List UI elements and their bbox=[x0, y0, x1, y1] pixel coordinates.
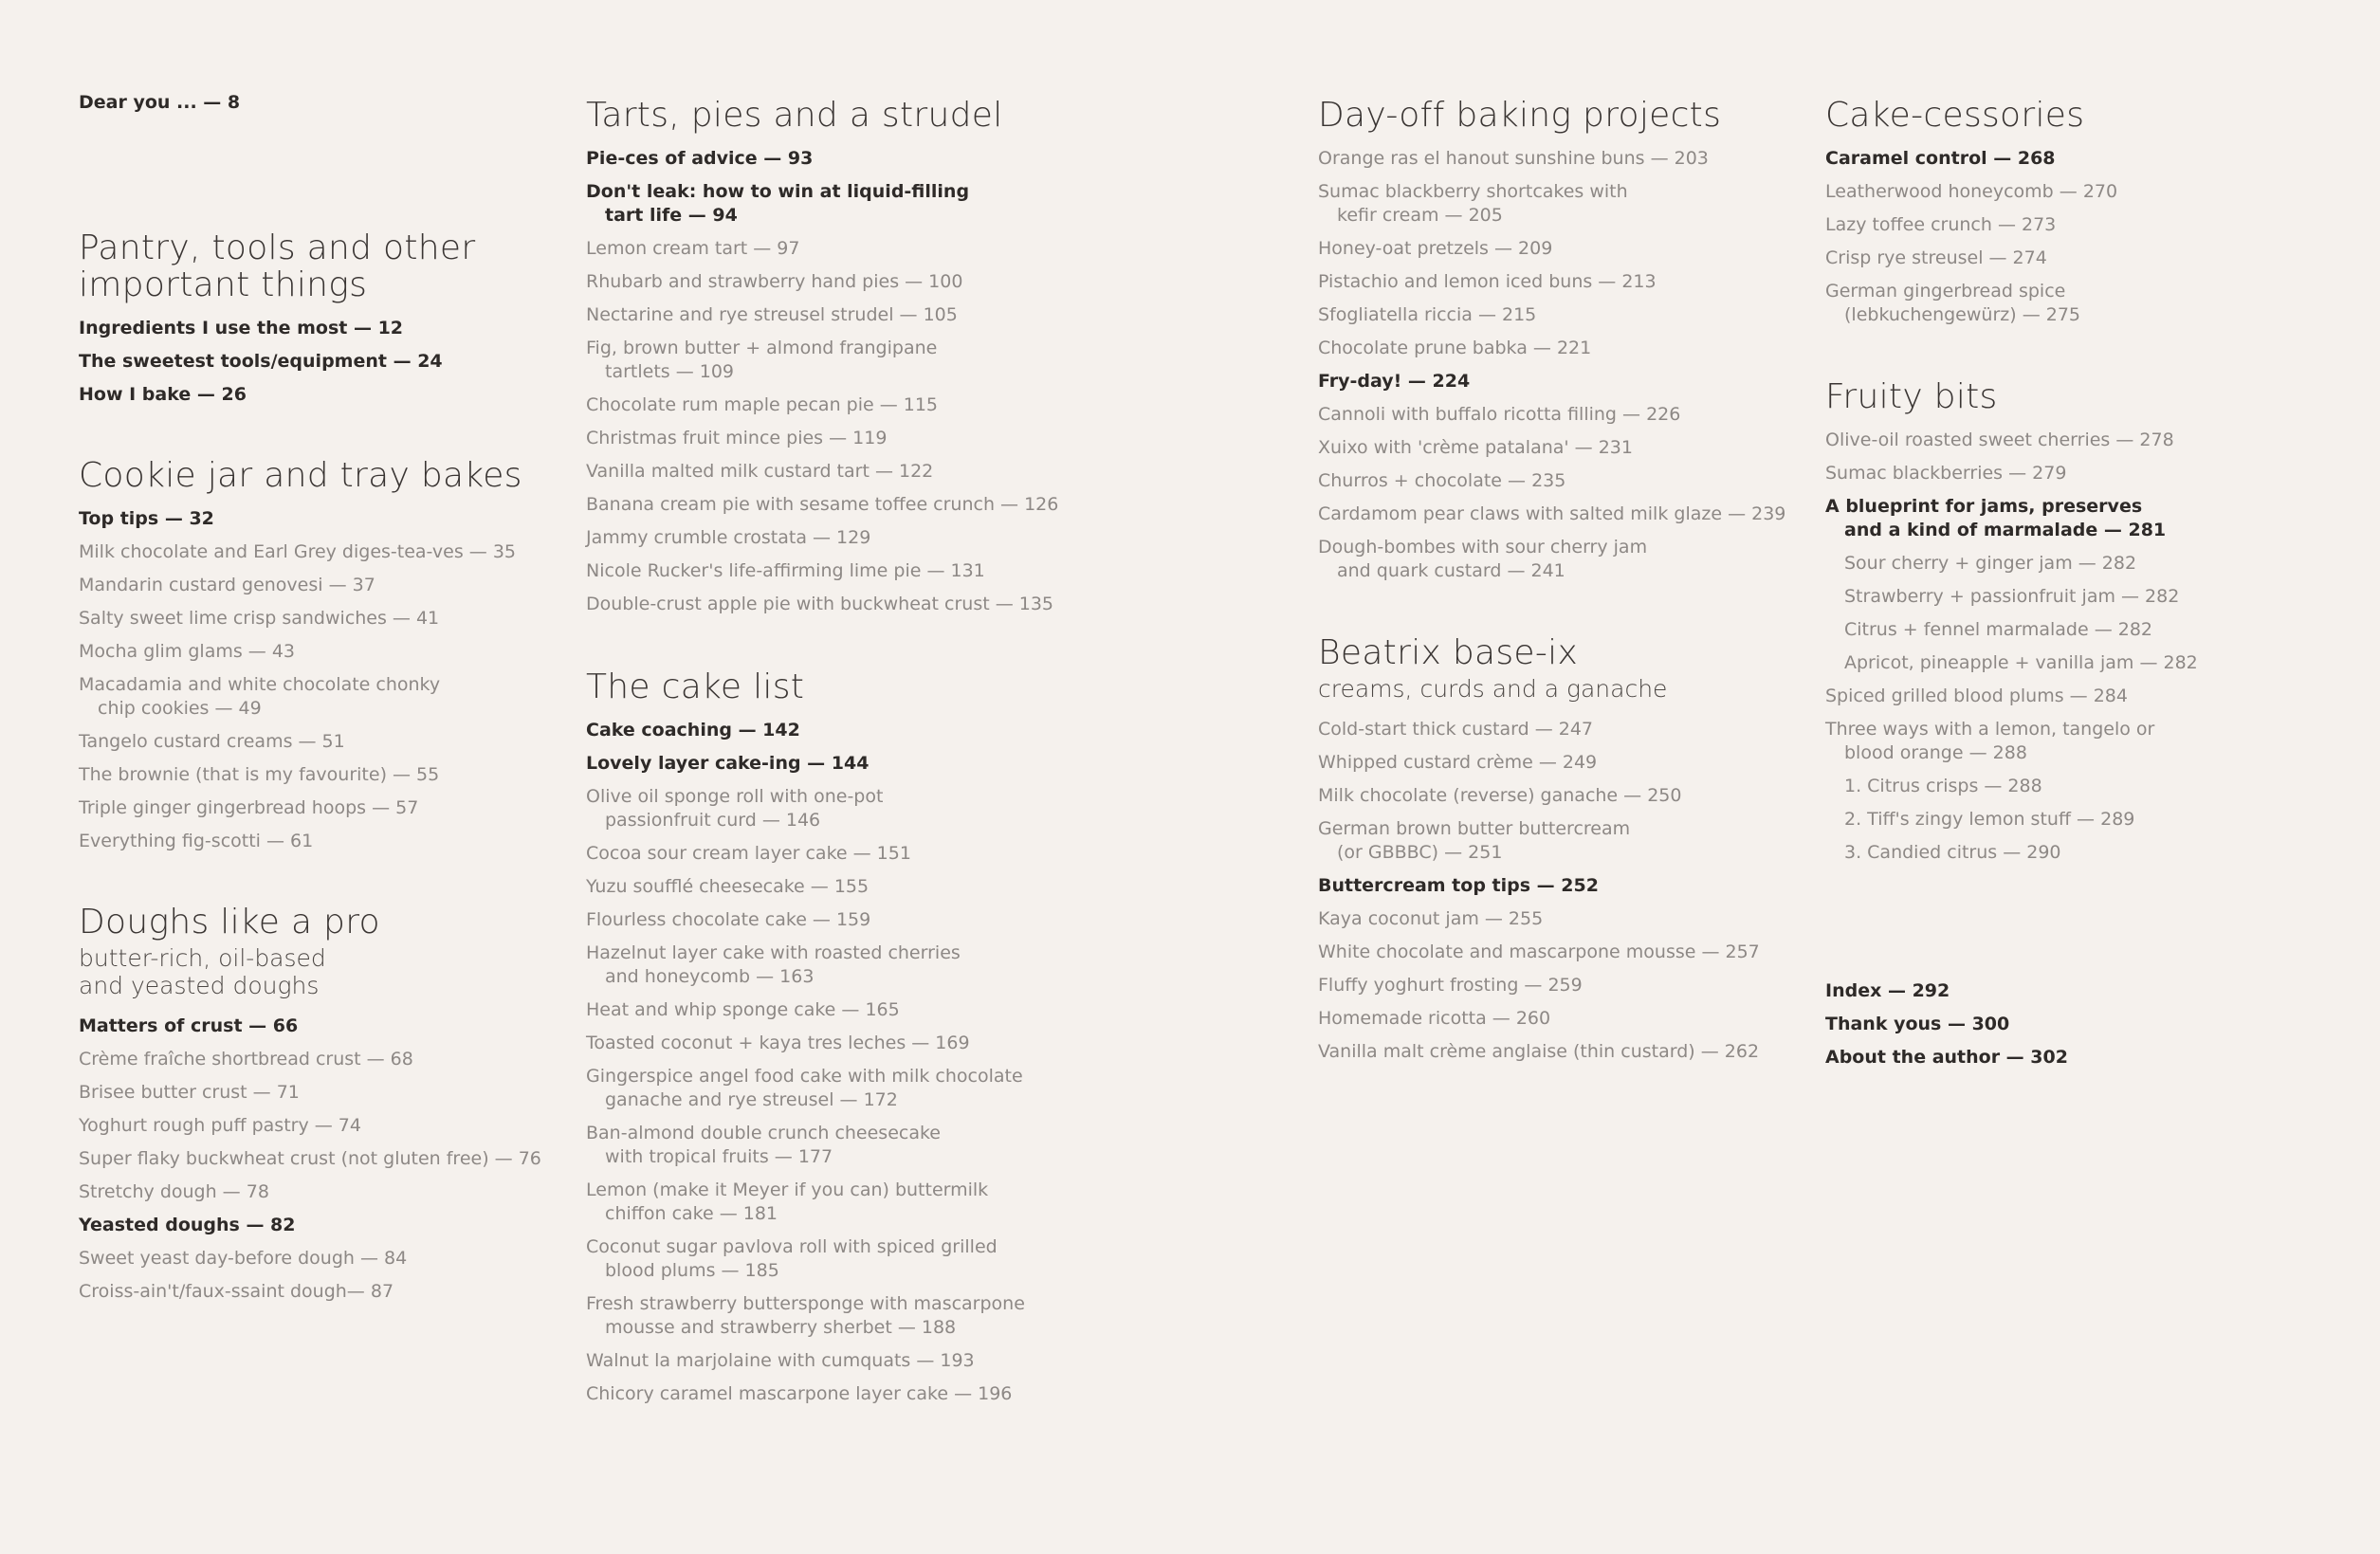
toc-entry[interactable] bbox=[1825, 180, 2117, 204]
section-title bbox=[1825, 97, 2117, 134]
toc-section bbox=[1318, 634, 1760, 1073]
toc-entry-text: Kaya coconut jam — 255 bbox=[1318, 908, 1544, 929]
toc-entry[interactable] bbox=[1318, 303, 1785, 327]
toc-entry[interactable] bbox=[79, 830, 522, 853]
toc-entry-text: Sumac blackberry shortcakes with bbox=[1318, 181, 1628, 202]
toc-entry-text: Honey-oat pretzels — 209 bbox=[1318, 238, 1553, 259]
toc-entry[interactable] bbox=[79, 1114, 541, 1138]
toc-entry-text: Churros + chocolate — 235 bbox=[1318, 470, 1566, 491]
toc-entry[interactable] bbox=[1825, 147, 2117, 171]
toc-entry[interactable] bbox=[1318, 907, 1760, 931]
toc-entry[interactable] bbox=[1825, 651, 2198, 675]
section-title-line: The cake list bbox=[586, 667, 805, 706]
toc-entry-text: Lemon cream tart — 97 bbox=[586, 238, 800, 259]
toc-section bbox=[79, 457, 522, 863]
toc-entry[interactable] bbox=[1825, 213, 2117, 237]
toc-entry-text: Cocoa sour cream layer cake — 151 bbox=[586, 843, 911, 864]
toc-entry-text: Yeasted doughs — 82 bbox=[79, 1215, 296, 1235]
toc-entry-text: Sweet yeast day-before dough — 84 bbox=[79, 1248, 408, 1269]
toc-entry[interactable] bbox=[79, 796, 522, 820]
toc-entry-text: Fluffy yoghurt frosting — 259 bbox=[1318, 975, 1583, 996]
toc-entry-text: Nectarine and rye streusel strudel — 105 bbox=[586, 304, 958, 325]
toc-entry-text: Spiced grilled blood plums — 284 bbox=[1825, 686, 2128, 706]
toc-entry-text: Fresh strawberry buttersponge with mascarpone bbox=[586, 1293, 1025, 1314]
toc-entry-text: How I bake — 26 bbox=[79, 384, 247, 405]
toc-entry-text: Vanilla malt crème anglaise (thin custard) — 262 bbox=[1318, 1041, 1760, 1062]
toc-entry[interactable] bbox=[79, 1147, 541, 1171]
toc-entry-text: Chocolate prune babka — 221 bbox=[1318, 338, 1592, 358]
section-subtitle bbox=[79, 944, 541, 999]
toc-entry-continuation: tart life — 94 bbox=[605, 205, 738, 226]
toc-entry[interactable] bbox=[586, 719, 1025, 742]
toc-entry[interactable] bbox=[79, 1280, 541, 1304]
toc-entry-continuation: with tropical fruits — 177 bbox=[605, 1146, 833, 1167]
toc-entry-text: Orange ras el hanout sunshine buns — 203 bbox=[1318, 148, 1709, 169]
section-title bbox=[586, 668, 1025, 705]
toc-section bbox=[586, 668, 1025, 1416]
toc-entry[interactable] bbox=[1825, 552, 2198, 576]
toc-entry-text: Coconut sugar pavlova roll with spiced grilled bbox=[586, 1236, 998, 1257]
toc-entry-text: Index — 292 bbox=[1825, 980, 1950, 1001]
toc-entry[interactable] bbox=[1825, 718, 2198, 765]
toc-entry[interactable] bbox=[1318, 270, 1785, 294]
toc-entry-text: Nicole Rucker's life-affirming lime pie — 131 bbox=[586, 560, 985, 581]
section-title-line: important things bbox=[79, 265, 368, 304]
toc-entry-text: Apricot, pineapple + vanilla jam — 282 bbox=[1844, 652, 2198, 673]
toc-entry-text: Rhubarb and strawberry hand pies — 100 bbox=[586, 271, 963, 292]
toc-entry[interactable] bbox=[79, 1247, 541, 1271]
toc-entry[interactable] bbox=[1825, 429, 2198, 452]
toc-entry-text: Fig, brown butter + almond frangipane bbox=[586, 338, 938, 358]
toc-entry[interactable] bbox=[1318, 337, 1785, 360]
toc-entry[interactable] bbox=[586, 337, 1058, 384]
toc-section bbox=[586, 97, 1058, 626]
toc-entry[interactable] bbox=[586, 942, 1025, 989]
section-title-line: Day-off baking projects bbox=[1318, 96, 1722, 135]
toc-entry[interactable] bbox=[79, 1015, 541, 1038]
toc-entry[interactable] bbox=[586, 1032, 1025, 1055]
toc-entry[interactable] bbox=[79, 1048, 541, 1071]
toc-entry[interactable] bbox=[1318, 817, 1760, 865]
section-title bbox=[1318, 97, 1785, 134]
toc-entry-text: Crème fraîche shortbread crust — 68 bbox=[79, 1049, 413, 1070]
toc-entry-text: Cannoli with buffalo ricotta filling — 226 bbox=[1318, 404, 1681, 425]
toc-entry[interactable] bbox=[586, 908, 1025, 932]
toc-entry[interactable] bbox=[1318, 874, 1760, 898]
toc-entry-text: Whipped custard crème — 249 bbox=[1318, 752, 1598, 773]
toc-entry-text: Hazelnut layer cake with roasted cherries bbox=[586, 942, 961, 963]
toc-entry[interactable] bbox=[1825, 1046, 2068, 1070]
section-title-line: Tarts, pies and a strudel bbox=[586, 96, 1003, 135]
toc-entry-text: Pistachio and lemon iced buns — 213 bbox=[1318, 271, 1657, 292]
toc-entry[interactable] bbox=[1318, 469, 1785, 493]
toc-entry[interactable] bbox=[1318, 941, 1760, 964]
toc-section bbox=[79, 91, 240, 124]
toc-entry[interactable] bbox=[79, 1180, 541, 1204]
toc-entry-text: Thank yous — 300 bbox=[1825, 1014, 2010, 1034]
toc-entry[interactable] bbox=[1318, 536, 1785, 583]
toc-entry-continuation: (lebkuchengewürz) — 275 bbox=[1844, 304, 2080, 325]
toc-entry[interactable] bbox=[586, 237, 1058, 261]
toc-section bbox=[1825, 378, 2198, 874]
toc-entry-text: Top tips — 32 bbox=[79, 508, 214, 529]
toc-entry[interactable] bbox=[1825, 585, 2198, 609]
toc-entry-text: Dough-bombes with sour cherry jam bbox=[1318, 537, 1648, 558]
toc-entry[interactable] bbox=[1825, 808, 2198, 832]
toc-entry-text: Tangelo custard creams — 51 bbox=[79, 731, 345, 752]
toc-entry[interactable] bbox=[79, 350, 475, 374]
toc-entry-text: Fry-day! — 224 bbox=[1318, 371, 1471, 392]
toc-entry[interactable] bbox=[586, 998, 1025, 1022]
toc-entry-text: Everything fig-scotti — 61 bbox=[79, 831, 314, 851]
toc-entry-text: Flourless chocolate cake — 159 bbox=[586, 909, 871, 930]
toc-entry-text: Homemade ricotta — 260 bbox=[1318, 1008, 1551, 1029]
toc-entry-text: Sour cherry + ginger jam — 282 bbox=[1844, 553, 2137, 574]
toc-entry-text: Christmas fruit mince pies — 119 bbox=[586, 428, 888, 448]
toc-entry[interactable] bbox=[1318, 403, 1785, 427]
toc-entry[interactable] bbox=[1318, 180, 1785, 228]
toc-entry[interactable] bbox=[586, 460, 1058, 484]
toc-entry[interactable] bbox=[79, 540, 522, 564]
toc-entry-text: Chocolate rum maple pecan pie — 115 bbox=[586, 394, 939, 415]
toc-entry[interactable] bbox=[79, 574, 522, 597]
toc-entry[interactable] bbox=[79, 507, 522, 531]
toc-entry-text: Dear you ... — 8 bbox=[79, 92, 241, 113]
toc-entry[interactable] bbox=[79, 607, 522, 631]
toc-entry-text: White chocolate and mascarpone mousse — 257 bbox=[1318, 942, 1760, 962]
toc-entry[interactable] bbox=[586, 1235, 1025, 1283]
toc-entry-text: Lemon (make it Meyer if you can) buttermilk bbox=[586, 1179, 989, 1200]
section-title-line: Fruity bits bbox=[1825, 377, 1998, 416]
toc-entry-text: Cold-start thick custard — 247 bbox=[1318, 719, 1594, 740]
section-title bbox=[79, 229, 475, 303]
toc-entry[interactable] bbox=[79, 91, 240, 115]
toc-entry[interactable] bbox=[586, 393, 1058, 417]
toc-entry[interactable] bbox=[1318, 147, 1785, 171]
toc-entry[interactable] bbox=[79, 640, 522, 664]
toc-entry[interactable] bbox=[1318, 1040, 1760, 1064]
toc-entry[interactable] bbox=[1825, 979, 2068, 1003]
toc-entry-text: Banana cream pie with sesame toffee crunch — 126 bbox=[586, 494, 1059, 515]
toc-entry[interactable] bbox=[1825, 685, 2198, 708]
toc-entry-text: Pie-ces of advice — 93 bbox=[586, 148, 814, 169]
toc-entry[interactable] bbox=[1318, 718, 1760, 741]
toc-entry[interactable] bbox=[586, 1382, 1025, 1406]
toc-entry[interactable] bbox=[586, 427, 1058, 450]
section-subtitle-line: and yeasted doughs bbox=[79, 972, 320, 999]
toc-entry-continuation: mousse and strawberry sherbet — 188 bbox=[605, 1317, 957, 1338]
toc-entry-continuation: and quark custard — 241 bbox=[1337, 560, 1565, 581]
toc-entry-text: Mocha glim glams — 43 bbox=[79, 641, 295, 662]
toc-entry-text: Salty sweet lime crisp sandwiches — 41 bbox=[79, 608, 440, 629]
toc-entry-text: Walnut la marjolaine with cumquats — 193 bbox=[586, 1350, 975, 1371]
toc-entry-text: Matters of crust — 66 bbox=[79, 1015, 299, 1036]
toc-entry-continuation: (or GBBBC) — 251 bbox=[1337, 842, 1503, 863]
toc-entry-continuation: chiffon cake — 181 bbox=[605, 1203, 778, 1224]
toc-entry[interactable] bbox=[1318, 974, 1760, 997]
toc-entry-continuation: ganache and rye streusel — 172 bbox=[605, 1089, 898, 1110]
toc-entry[interactable] bbox=[1825, 841, 2198, 865]
toc-section bbox=[79, 229, 475, 416]
toc-entry[interactable] bbox=[586, 559, 1058, 583]
toc-section bbox=[1318, 97, 1785, 593]
toc-entry-text: Don't leak: how to win at liquid-filling bbox=[586, 181, 970, 202]
toc-entry[interactable] bbox=[586, 1349, 1025, 1373]
toc-entry-text: Leatherwood honeycomb — 270 bbox=[1825, 181, 2118, 202]
toc-entry-text: The sweetest tools/equipment — 24 bbox=[79, 351, 443, 372]
section-title-line: Pantry, tools and other bbox=[79, 229, 476, 267]
toc-entry-text: Three ways with a lemon, tangelo or bbox=[1825, 719, 2155, 740]
toc-entry[interactable] bbox=[586, 1122, 1025, 1169]
toc-entry-text: Double-crust apple pie with buckwheat crust — 135 bbox=[586, 594, 1054, 614]
toc-entry-text: The brownie (that is my favourite) — 55 bbox=[79, 764, 440, 785]
toc-entry[interactable] bbox=[1318, 503, 1785, 526]
toc-entry-text: Sfogliatella riccia — 215 bbox=[1318, 304, 1537, 325]
toc-entry[interactable] bbox=[586, 593, 1058, 616]
toc-entry[interactable] bbox=[586, 147, 1058, 171]
toc-entry[interactable] bbox=[1318, 237, 1785, 261]
toc-entry-text: Yuzu soufflé cheesecake — 155 bbox=[586, 876, 870, 897]
toc-entry[interactable] bbox=[586, 1179, 1025, 1226]
toc-entry[interactable] bbox=[586, 1292, 1025, 1340]
toc-entry[interactable] bbox=[1825, 247, 2117, 270]
toc-entry[interactable] bbox=[1318, 1007, 1760, 1031]
section-title bbox=[586, 97, 1058, 134]
section-title bbox=[79, 457, 522, 494]
toc-entry[interactable] bbox=[1825, 280, 2117, 327]
toc-entry-text: Stretchy dough — 78 bbox=[79, 1181, 269, 1202]
toc-entry[interactable] bbox=[79, 730, 522, 754]
toc-entry-text: Olive oil sponge roll with one-pot bbox=[586, 786, 884, 807]
toc-entry-text: Croiss-ain't/faux-ssaint dough— 87 bbox=[79, 1281, 394, 1302]
toc-entry-text: Ingredients I use the most — 12 bbox=[79, 318, 404, 338]
section-subtitle-line: creams, curds and a ganache bbox=[1318, 675, 1668, 703]
toc-section bbox=[1825, 97, 2117, 337]
toc-entry-text: Strawberry + passionfruit jam — 282 bbox=[1844, 586, 2180, 607]
section-title-line: Beatrix base-ix bbox=[1318, 633, 1579, 672]
toc-entry[interactable] bbox=[586, 1065, 1025, 1112]
toc-entry-text: Vanilla malted milk custard tart — 122 bbox=[586, 461, 934, 482]
toc-entry-text: Triple ginger gingerbread hoops — 57 bbox=[79, 797, 419, 818]
toc-entry-text: Lazy toffee crunch — 273 bbox=[1825, 214, 2057, 235]
toc-entry[interactable] bbox=[586, 180, 1058, 228]
toc-entry-continuation: blood plums — 185 bbox=[605, 1260, 779, 1281]
toc-entry-text: Milk chocolate (reverse) ganache — 250 bbox=[1318, 785, 1682, 806]
toc-entry-text: Cardamom pear claws with salted milk glaze — 239 bbox=[1318, 503, 1786, 524]
toc-entry[interactable] bbox=[586, 493, 1058, 517]
toc-entry[interactable] bbox=[586, 752, 1025, 776]
toc-entry-text: About the author — 302 bbox=[1825, 1047, 2068, 1068]
toc-entry[interactable] bbox=[1318, 784, 1760, 808]
toc-entry-text: 1. Citrus crisps — 288 bbox=[1844, 776, 2042, 796]
toc-section bbox=[79, 904, 541, 1313]
toc-entry-text: German gingerbread spice bbox=[1825, 281, 2066, 302]
section-title-line: Cookie jar and tray bakes bbox=[79, 456, 522, 495]
toc-entry[interactable] bbox=[586, 842, 1025, 866]
toc-entry-text: Heat and whip sponge cake — 165 bbox=[586, 999, 900, 1020]
section-title bbox=[1825, 378, 2198, 415]
toc-section bbox=[1825, 979, 2068, 1079]
toc-entry[interactable] bbox=[586, 270, 1058, 294]
toc-entry-text: Macadamia and white chocolate chonky bbox=[79, 674, 441, 695]
toc-entry-continuation: chip cookies — 49 bbox=[98, 698, 262, 719]
toc-entry-text: Ban-almond double crunch cheesecake bbox=[586, 1123, 941, 1143]
toc-entry-text: Yoghurt rough puff pastry — 74 bbox=[79, 1115, 361, 1136]
toc-entry[interactable] bbox=[1825, 775, 2198, 798]
toc-entry[interactable] bbox=[79, 383, 475, 407]
toc-entry-text: Gingerspice angel food cake with milk chocolate bbox=[586, 1066, 1023, 1087]
toc-entry-text: Jammy crumble crostata — 129 bbox=[586, 527, 871, 548]
toc-entry[interactable] bbox=[79, 673, 522, 721]
toc-entry-text: Toasted coconut + kaya tres leches — 169 bbox=[586, 1033, 970, 1053]
section-title bbox=[1318, 634, 1760, 671]
toc-entry-text: Brisee butter crust — 71 bbox=[79, 1082, 300, 1103]
toc-entry-text: Caramel control — 268 bbox=[1825, 148, 2056, 169]
toc-entry[interactable] bbox=[1825, 495, 2198, 542]
toc-entry-text: Buttercream top tips — 252 bbox=[1318, 875, 1599, 896]
toc-entry[interactable] bbox=[1318, 370, 1785, 393]
toc-entry[interactable] bbox=[586, 303, 1058, 327]
toc-entry-text: Sumac blackberries — 279 bbox=[1825, 463, 2067, 484]
section-title bbox=[79, 904, 541, 941]
toc-entry-text: Cake coaching — 142 bbox=[586, 720, 800, 740]
toc-entry[interactable] bbox=[79, 763, 522, 787]
toc-entry-continuation: passionfruit curd — 146 bbox=[605, 810, 821, 831]
toc-entry-text: Milk chocolate and Earl Grey diges-tea-ves — 35 bbox=[79, 541, 516, 562]
toc-entry-text: 3. Candied citrus — 290 bbox=[1844, 842, 2061, 863]
toc-entry[interactable] bbox=[1825, 1013, 2068, 1036]
toc-entry-text: Citrus + fennel marmalade — 282 bbox=[1844, 619, 2153, 640]
section-title-line: Cake-cessories bbox=[1825, 96, 2085, 135]
section-title-line: Doughs like a pro bbox=[79, 903, 380, 942]
toc-entry[interactable] bbox=[79, 1081, 541, 1105]
toc-entry[interactable] bbox=[79, 1214, 541, 1237]
section-subtitle bbox=[1318, 675, 1760, 703]
toc-entry-text: Super flaky buckwheat crust (not gluten free) — 76 bbox=[79, 1148, 541, 1169]
toc-entry[interactable] bbox=[1318, 751, 1760, 775]
toc-entry-continuation: and a kind of marmalade — 281 bbox=[1844, 520, 2167, 540]
toc-entry-text: Lovely layer cake-ing — 144 bbox=[586, 753, 870, 774]
toc-entry[interactable] bbox=[1825, 462, 2198, 485]
toc-entry-continuation: and honeycomb — 163 bbox=[605, 966, 815, 987]
toc-entry[interactable] bbox=[79, 317, 475, 340]
toc-entry-text: Chicory caramel mascarpone layer cake — 196 bbox=[586, 1383, 1013, 1404]
section-subtitle-line: butter-rich, oil-based bbox=[79, 944, 326, 972]
toc-entry-text: 2. Tiff's zingy lemon stuff — 289 bbox=[1844, 809, 2135, 830]
toc-entry-text: Xuixo with 'crème patalana' — 231 bbox=[1318, 437, 1633, 458]
toc-entry-text: Mandarin custard genovesi — 37 bbox=[79, 575, 375, 595]
toc-entry-continuation: kefir cream — 205 bbox=[1337, 205, 1503, 226]
toc-entry-continuation: blood orange — 288 bbox=[1844, 742, 2027, 763]
toc-entry-text: Olive-oil roasted sweet cherries — 278 bbox=[1825, 430, 2174, 450]
toc-entry-text: Crisp rye streusel — 274 bbox=[1825, 247, 2047, 268]
toc-entry-text: A blueprint for jams, preserves bbox=[1825, 496, 2143, 517]
toc-entry[interactable] bbox=[1318, 436, 1785, 460]
toc-entry-continuation: tartlets — 109 bbox=[605, 361, 735, 382]
toc-entry[interactable] bbox=[586, 785, 1025, 832]
toc-entry[interactable] bbox=[586, 875, 1025, 899]
toc-entry[interactable] bbox=[586, 526, 1058, 550]
toc-entry[interactable] bbox=[1825, 618, 2198, 642]
toc-entry-text: German brown butter buttercream bbox=[1318, 818, 1631, 839]
